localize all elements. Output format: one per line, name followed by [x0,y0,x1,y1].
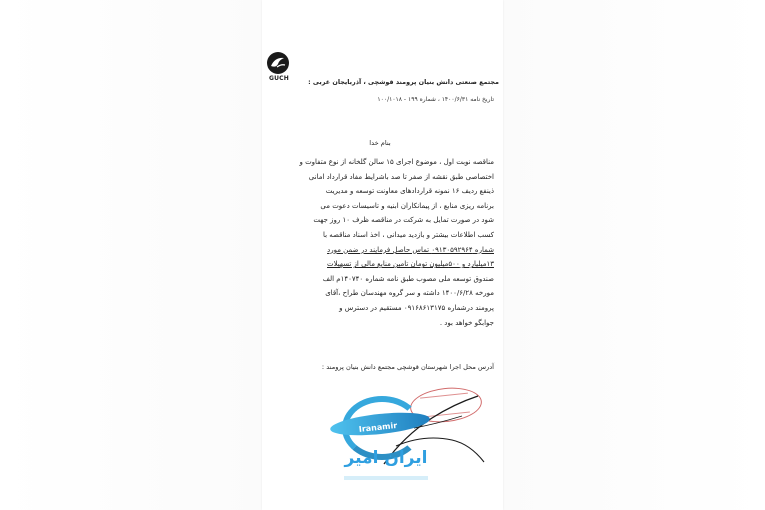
letter-date-number: تاریخ نامه ۱۴۰۰/۶/۳۱ ، شماره ۱۹۹ - ۱۰۰/۱۰۱۸ [377,96,494,103]
right-gutter [503,0,765,510]
body-line-underlined: ۱۳میلیارد و ۵۰۰میلیون تومان تامین منابع مالی از تسهیلات [327,260,494,269]
body-line-underlined: شماره ۰۹۱۳۰۵۹۲۹۶۴ تماس حاصل فرمایند در ضمن مورد [327,245,494,254]
body-line: صندوق توسعه ملی مصوب طبق نامه شماره ۱۴۰۷۴۰م الف [322,274,494,283]
watermark-tagline-bar [344,476,428,480]
body-line: مناقصه نوبت اول ، موضوع اجرای ۱۵ سالن گلخانه از نوع متفاوت و [299,158,494,166]
body-line: ذینفع ردیف ۱۶ نمونه قراردادهای معاونت توسعه و مدیریت [325,187,494,196]
letter-body [270,155,494,330]
body-line: کسب اطلاعات بیشتر و بازدید میدانی ، اخذ اسناد مناقصه با [322,230,494,239]
company-logo [266,52,292,86]
watermark-latin: Iranamir [358,421,398,434]
iranamir-watermark [330,396,450,508]
logo-text: GUCH [268,75,290,82]
watermark-persian: ایران امیر [344,448,428,468]
body-line: برنامه ریزی منابع ، از پیمانکاران ابنیه و تاسیسات دعوت می [320,201,494,210]
body-line: اختصاصی طبق نقشه از صفر تا صد باشرایط مفاد قرارداد امانی [308,172,494,181]
body-line: جوابگو خواهد بود . [439,318,494,327]
org-header: مجتمع صنعتی دانش بنیان پرومند قوشچی ، آذربایجان غربی : [308,78,499,86]
salutation: بنام خدا [369,139,391,147]
left-gutter [0,0,262,510]
project-address: آدرس محل اجرا شهرستان قوشچی مجتمع دانش بنیان پرومند : [321,363,494,371]
body-line: پرومند درشماره ۰۹۱۶۸۶۱۳۱۷۵ مستقیم در دسترس و [339,303,494,312]
body-line: مورخه ۱۴۰۰/۶/۲۸ داشته و سر گروه مهندسان طراح ،آقای [325,289,494,298]
logo-emblem-icon [267,52,289,74]
body-line: شود در صورت تمایل به شرکت در مناقصه ظرف ۱۰ روز جهت [313,216,494,225]
letter-page [262,0,503,510]
